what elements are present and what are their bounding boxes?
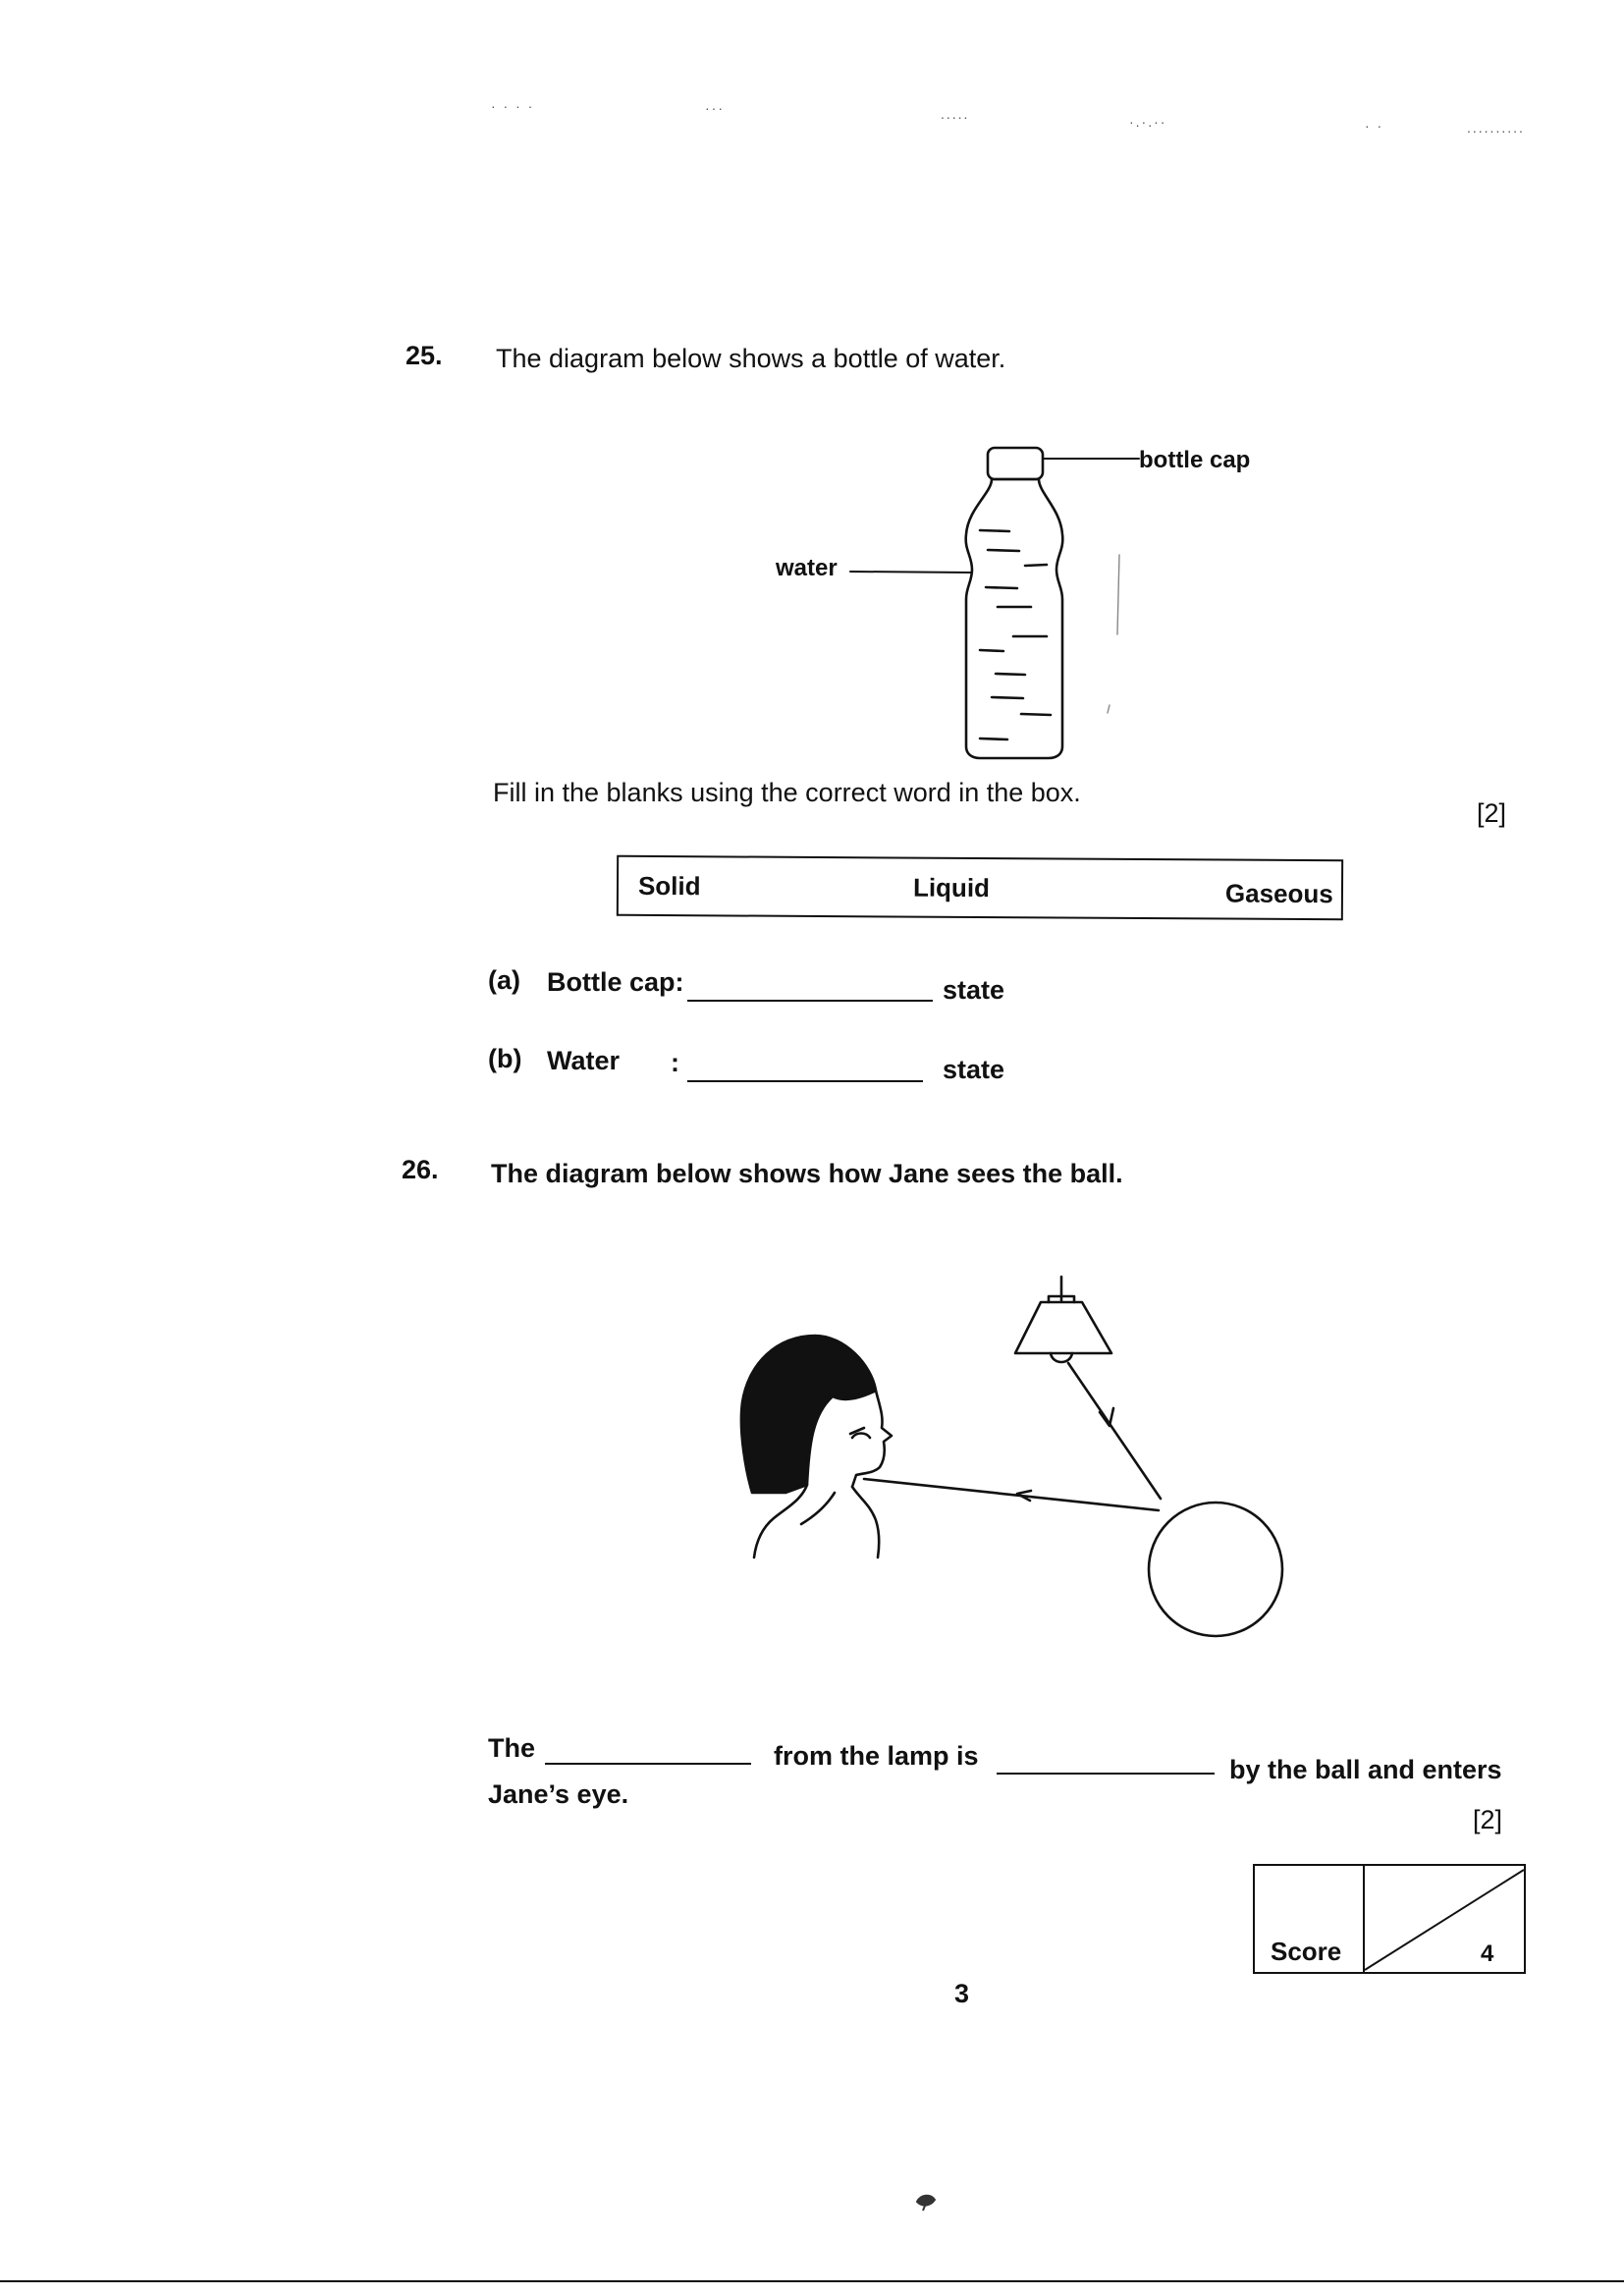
part-suffix: state <box>943 975 1005 1005</box>
light-reflection-diagram <box>687 1267 1296 1640</box>
printer-mark <box>913 2192 943 2212</box>
marks-label: [2] <box>1477 798 1507 828</box>
word-option: Gaseous <box>1224 878 1333 909</box>
part-letter: (a) <box>488 965 520 995</box>
sentence-part: The <box>488 1733 536 1763</box>
scan-speck: · · <box>1365 118 1384 134</box>
part-separator: : <box>671 1048 679 1077</box>
part-label: Bottle cap: <box>547 967 684 997</box>
instruction-text: Fill in the blanks using the correct word in the box. <box>493 778 1081 807</box>
scan-speck: .......... <box>1467 120 1525 136</box>
word-option: Solid <box>637 870 701 902</box>
scan-speck: ··· <box>705 100 725 116</box>
score-box <box>1253 1864 1526 1974</box>
score-max: 4 <box>1481 1941 1494 1967</box>
score-diagonal <box>1363 1866 1526 1974</box>
score-label: Score <box>1271 1937 1342 1966</box>
question-number: 26. <box>402 1155 439 1184</box>
answer-blank[interactable] <box>687 1000 933 1002</box>
question-prompt: The diagram below shows a bottle of water. <box>496 344 1006 373</box>
page-number: 3 <box>954 1979 970 2008</box>
label-water: water <box>776 555 838 581</box>
answer-blank[interactable] <box>687 1080 923 1082</box>
answer-blank[interactable] <box>545 1763 751 1765</box>
label-bottle-cap: bottle cap <box>1139 447 1251 473</box>
scan-speck: ..... <box>941 106 970 122</box>
word-box <box>617 855 1343 921</box>
sentence-part: from the lamp is <box>774 1741 979 1771</box>
question-prompt: The diagram below shows how Jane sees the ball. <box>491 1159 1123 1188</box>
word-option: Liquid <box>912 872 991 903</box>
sentence-part: by the ball and enters <box>1229 1755 1502 1784</box>
part-suffix: state <box>943 1055 1005 1084</box>
bottom-rule <box>0 2280 1624 2282</box>
sentence-part: Jane’s eye. <box>488 1779 629 1809</box>
scan-speck: · · · · <box>491 98 535 114</box>
part-letter: (b) <box>488 1044 522 1073</box>
part-label: Water <box>547 1046 621 1075</box>
marks-label: [2] <box>1473 1805 1503 1834</box>
question-number: 25. <box>406 341 443 370</box>
bottle-diagram <box>746 432 1296 766</box>
answer-blank[interactable] <box>997 1773 1215 1775</box>
scan-speck: ·.·.·· <box>1129 114 1167 130</box>
